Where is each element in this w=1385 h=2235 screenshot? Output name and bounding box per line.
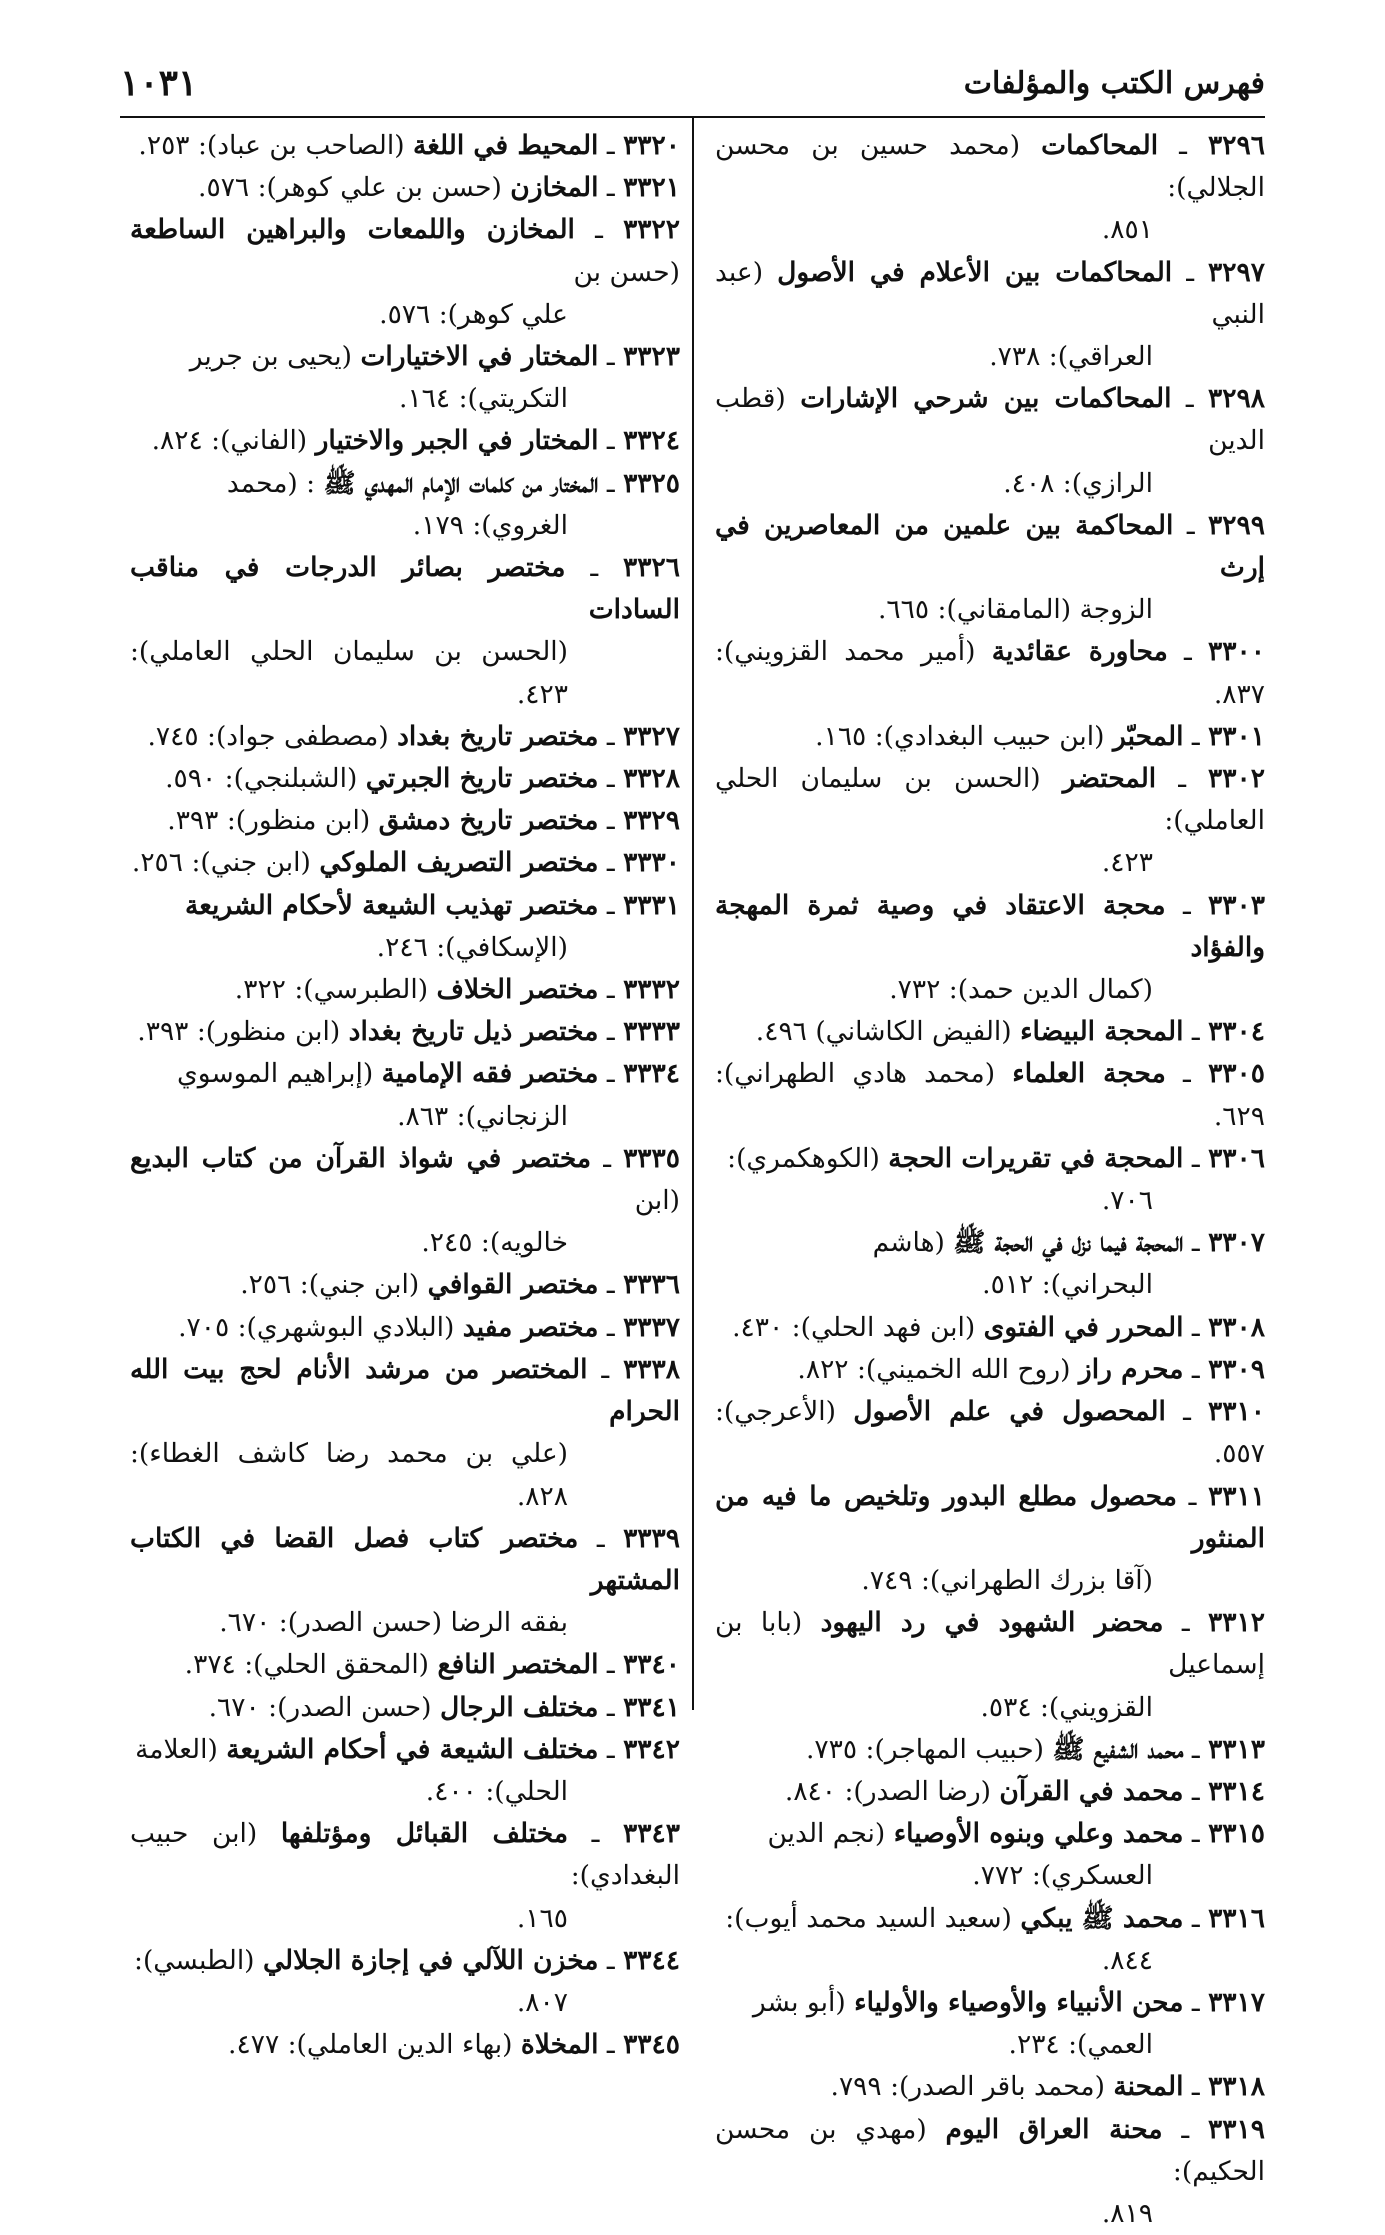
index-entry: ٣٣٠٢ ـ المحتضر (الحسن بن سليمان الحلي العاملي): ٤٢٣. (715, 758, 1265, 885)
entry-title: المحاكمة بين علمين من المعاصرين في إرث (715, 509, 1265, 584)
index-entry: ٣٣٣٤ ـ مختصر فقه الإمامية (إبراهيم الموسوي الزنجاني): ٨٦٣. (130, 1053, 680, 1137)
entry-number: ٣٣٣٢ (623, 974, 680, 1006)
entry-title: المحرر في الفتوى (983, 1311, 1184, 1343)
entry-author: (بهاء الدين العاملي): ٤٧٧. (228, 2029, 513, 2061)
entry-title: محرم راز (1078, 1353, 1184, 1385)
entry-author: (الشبلنجي): ٥٩٠. (165, 763, 358, 795)
entry-number: ٣٣٢٤ (623, 425, 680, 457)
entry-author: (رضا الصدر): ٨٤٠. (784, 1775, 991, 1807)
entry-author: (ابن منظور): ٣٩٣. (167, 805, 371, 837)
right-column (715, 125, 1265, 2235)
index-entry: ٣٣٤٥ ـ المخلاة (بهاء الدين العاملي): ٤٧٧. (228, 2029, 680, 2061)
entry-author: (حسن بن (573, 256, 680, 288)
entry-number: ٣٣٣٧ (623, 1311, 680, 1343)
index-entry: ٣٣٣٥ ـ مختصر في شواذ القرآن من كتاب البديع (ابن خالويه): ٢٤٥. (130, 1138, 680, 1265)
index-entry: ٣٣١٩ ـ محنة العراق اليوم (مهدي بن محسن الحكيم): ٨١٩. (715, 2109, 1265, 2235)
entry-number: ٣٣٣٠ (623, 847, 680, 879)
entry-author: (البلادي البوشهري): ٧٠٥. (178, 1311, 455, 1343)
entry-author: (مهدي بن محسن الحكيم): (715, 2113, 1265, 2187)
entry-title: محنة العراق اليوم (945, 2113, 1163, 2145)
entry-number: ٣٣٠٠ (1208, 636, 1265, 668)
entry-title: محجة الاعتقاد في وصية ثمرة المهجة والفؤاد (715, 889, 1265, 963)
index-entry: ٣٣١٥ ـ محمد وعلي وبنوه الأوصياء (نجم الدين العسكري): ٧٧٢. (715, 1813, 1265, 1897)
entry-title: المخازن (510, 172, 599, 204)
index-entry: ٣٣٠٨ ـ المحرر في الفتوى (ابن فهد الحلي): ٤٣٠. (732, 1311, 1265, 1343)
running-title: فهرس الكتب والمؤلفات (963, 66, 1265, 101)
entry-title: مختصر بصائر الدرجات في مناقب السادات (130, 552, 680, 626)
index-entry: ٣٣١١ ـ محصول مطلع البدور وتلخيص ما فيه من المنثور (آقا بزرك الطهراني): ٧٤٩. (715, 1476, 1265, 1603)
entry-continuation: (كمال الدين حمد): ٧٣٢. (889, 974, 1153, 1006)
index-entry: ٣٣٣٨ ـ المختصر من مرشد الأنام لحج بيت الله الحرام (علي بن محمد رضا كاشف الغطاء): ٨٢٨. (130, 1349, 680, 1518)
entry-title: مختصر تاريخ بغداد (397, 720, 599, 752)
entry-number: ٣٣٢٦ (623, 552, 680, 584)
entry-title: مختلف الشيعة في أحكام الشريعة (226, 1733, 599, 1765)
index-entry: ٣٣٢٧ ـ مختصر تاريخ بغداد (مصطفى جواد): ٧٤٥. (147, 720, 680, 752)
index-entry: ٣٣١٧ ـ محن الأنبياء والأوصياء والأولياء (أبو بشر العمي): ٢٣٤. (715, 1982, 1265, 2066)
entry-number: ٣٣١٢ (1208, 1607, 1265, 1639)
entry-continuation: الزوجة (المامقاني): ٦٦٥. (877, 594, 1153, 626)
entry-number: ٣٣٤٠ (623, 1649, 680, 1681)
entry-title: المختار في الاختيارات (360, 341, 599, 373)
entry-number: ٣٣٢٧ (623, 720, 680, 752)
entry-number: ٣٣٢١ (623, 172, 680, 204)
entry-author: (محمد حسين بن محسن الجلالي): (715, 130, 1265, 204)
entry-author: (مصطفى جواد): ٧٤٥. (147, 720, 389, 752)
entry-title: المحتضر (1062, 763, 1157, 795)
entry-number: ٣٣٣٥ (623, 1142, 680, 1174)
entry-continuation: البحراني): ٥١٢. (982, 1269, 1153, 1301)
entry-number: ٣٣٠٧ (1208, 1227, 1265, 1259)
index-entry: ٣٣٣٧ ـ مختصر مفيد (البلادي البوشهري): ٧٠٥. (178, 1311, 680, 1343)
entry-number: ٣٢٩٦ (1208, 130, 1265, 161)
entry-title: المخلاة (520, 2029, 599, 2061)
entry-title: مخزن اللآلي في إجازة الجلالي (262, 1944, 599, 1976)
entry-author: (قطب الدين (715, 383, 1265, 457)
index-entry: ٣٣٢٤ ـ المختار في الجبر والاختيار (الفاني): ٨٢٤. (151, 425, 680, 457)
entry-author: (الفيض الكاشاني) ٤٩٦. (755, 1016, 1012, 1048)
entry-number: ٣٣٤٤ (623, 1944, 680, 1976)
entry-title: المختار في الجبر والاختيار (315, 425, 599, 457)
column-divider (692, 118, 694, 1710)
entry-author: (حبيب المهاجر): ٧٣٥. (805, 1733, 1044, 1765)
entry-title: مختصر ذيل تاريخ بغداد (348, 1016, 599, 1048)
entry-author: (العلامة (135, 1733, 218, 1765)
entry-number: ٣٣٢٠ (623, 130, 680, 161)
entry-title: المحجة في تقريرات الحجة (888, 1142, 1184, 1174)
entry-continuation: علي كوهر): ٥٧٦. (379, 298, 568, 330)
entry-number: ٣٣١٩ (1208, 2113, 1265, 2145)
entry-continuation: ٤٢٣. (1101, 847, 1153, 879)
entry-title: مختلف الرجال (439, 1691, 599, 1723)
entry-number: ٣٣١٦ (1208, 1902, 1265, 1934)
index-entry: ٣٢٩٦ ـ المحاكمات (محمد حسين بن محسن الجلالي): ٨٥١. (715, 125, 1265, 252)
entry-continuation: القزويني): ٥٣٤. (980, 1691, 1153, 1723)
index-entry: ٣٣٠١ ـ المحبّر (ابن حبيب البغدادي): ١٦٥. (815, 720, 1265, 752)
entry-continuation: ٧٠٦. (1101, 1185, 1153, 1217)
index-entry: ٣٣٢٠ ـ المحيط في اللغة (الصاحب بن عباد): ٢٥٣. (138, 130, 680, 161)
entry-continuation: (الإسكافي): ٢٤٦. (376, 931, 568, 963)
page-number: ١٠٣١ (120, 62, 198, 104)
entry-continuation: ١٦٥. (516, 1902, 568, 1934)
entry-number: ٣٣١٣ (1208, 1733, 1265, 1765)
entry-author: : (محمد (226, 467, 316, 499)
entry-number: ٣٣١٤ (1208, 1775, 1265, 1807)
entry-author: (يحيى بن جرير (189, 341, 353, 373)
entry-continuation: ٨٠٧. (516, 1986, 568, 2018)
index-entry: ٣٣٢٦ ـ مختصر بصائر الدرجات في مناقب السادات (الحسن بن سليمان الحلي العاملي): ٤٢٣. (130, 547, 680, 716)
entry-number: ٣٣٣٣ (623, 1016, 680, 1048)
index-entry: ٣٣٢١ ـ المخازن (حسن بن علي كوهر): ٥٧٦. (198, 172, 680, 204)
entry-number: ٣٣١٧ (1208, 1986, 1265, 2018)
index-entry: ٣٣٤٣ ـ مختلف القبائل ومؤتلفها (ابن حبيب البغدادي): ١٦٥. (130, 1813, 680, 1940)
entry-title: مختصر تاريخ الجبرتي (365, 763, 599, 795)
index-entry: ٣٣٠٤ ـ المحجة البيضاء (الفيض الكاشاني) ٤٩٦. (755, 1016, 1265, 1048)
index-entry: ٣٢٩٧ ـ المحاكمات بين الأعلام في الأصول (عبد النبي العراقي): ٧٣٨. (715, 252, 1265, 379)
entry-continuation: العراقي): ٧٣٨. (989, 341, 1153, 373)
entry-continuation: الزنجاني): ٨٦٣. (397, 1100, 568, 1132)
index-entry: ٣٢٩٨ ـ المحاكمات بين شرحي الإشارات (قطب الدين الرازي): ٤٠٨. (715, 378, 1265, 505)
left-column (130, 125, 680, 2066)
entry-number: ٣٣٣٨ (623, 1353, 680, 1385)
entry-title: مختصر تهذيب الشيعة لأحكام الشريعة (184, 889, 599, 921)
entry-title: محمد وعلي وبنوه الأوصياء (893, 1818, 1184, 1850)
entry-continuation: الرازي): ٤٠٨. (1003, 467, 1153, 499)
entry-author: (ابن جني): ٢٥٦. (131, 847, 311, 879)
index-entry: ٣٣٣٩ ـ مختصر كتاب فصل القضا في الكتاب المشتهر بفقه الرضا (حسن الصدر): ٦٧٠. (130, 1518, 680, 1645)
entry-continuation: (علي بن محمد رضا كاشف الغطاء): ٨٢٨. (130, 1438, 568, 1512)
entry-title: مختصر فقه الإمامية (381, 1058, 599, 1090)
entry-number: ٣٣٠٢ (1208, 763, 1265, 795)
entry-title: محمد في القرآن (999, 1775, 1184, 1807)
entry-number: ٣٣٢٥ (623, 467, 680, 499)
entry-author: (نجم الدين (767, 1818, 886, 1850)
entry-title: محجة العلماء (1012, 1058, 1166, 1090)
entry-continuation: (الحسن بن سليمان الحلي العاملي): ٤٢٣. (130, 636, 568, 710)
entry-author: (ابن منظور): ٣٩٣. (137, 1016, 341, 1048)
index-entry: ٣٣٠٠ ـ محاورة عقائدية (أمير محمد القزويني): ٨٣٧. (715, 636, 1265, 710)
entry-title: المحصول في علم الأصول (853, 1396, 1166, 1428)
entry-number: ٣٣٢٩ (623, 805, 680, 837)
entry-continuation: التكريتي): ١٦٤. (399, 383, 568, 415)
entry-title: مختصر مفيد (462, 1311, 599, 1343)
entry-number: ٣٣٣١ (623, 889, 680, 921)
entry-number: ٣٣٢٣ (623, 341, 680, 373)
entry-continuation: ٨٥١. (1101, 214, 1153, 246)
entry-number: ٣٣٠٤ (1208, 1016, 1265, 1048)
entry-title: مختصر في شواذ القرآن من كتاب البديع (130, 1142, 592, 1174)
index-entry: ٣٣٠٣ ـ محجة الاعتقاد في وصية ثمرة المهجة والفؤاد (كمال الدين حمد): ٧٣٢. (715, 885, 1265, 1012)
entry-continuation: العمي): ٢٣٤. (1008, 2029, 1153, 2061)
entry-number: ٣٣٢٨ (623, 763, 680, 795)
page-header (120, 62, 1265, 110)
entry-author: (الفاني): ٨٢٤. (151, 425, 308, 457)
entry-author: (الحسن بن سليمان الحلي العاملي): (715, 763, 1265, 837)
entry-title: المحبّر (1112, 720, 1184, 752)
index-entry: ٣٣٣٠ ـ مختصر التصريف الملوكي (ابن جني): ٢٥٦. (131, 847, 680, 879)
entry-continuation: ٨١٩. (1101, 2197, 1153, 2229)
entry-author: (روح الله الخميني): ٨٢٢. (797, 1353, 1071, 1385)
index-entry: ٣٣٢٢ ـ المخازن واللمعات والبراهين الساطعة (حسن بن علي كوهر): ٥٧٦. (130, 209, 680, 336)
index-entry: ٣٣١٤ ـ محمد في القرآن (رضا الصدر): ٨٤٠. (784, 1775, 1265, 1807)
entry-continuation: الغروي): ١٧٩. (412, 509, 568, 541)
entry-number: ٣٣٤٢ (623, 1733, 680, 1765)
entry-number: ٣٣٠٦ (1208, 1142, 1265, 1174)
entry-number: ٣٣٠٣ (1208, 889, 1265, 921)
entry-continuation: ٨٤٤. (1101, 1944, 1153, 1976)
entry-title: المحاكمات بين شرحي الإشارات (800, 383, 1172, 415)
entry-title: المحنة (1113, 2071, 1184, 2103)
entry-title: مختصر تاريخ دمشق (378, 805, 599, 837)
entry-title: المختار من كلمات الإمام المهدي ﷺ (323, 467, 599, 499)
entry-author: (سعيد السيد محمد أيوب): (725, 1902, 1012, 1934)
entry-author: (الطبرسي): ٣٢٢. (234, 974, 429, 1006)
index-entry: ٣٣٣٦ ـ مختصر القوافي (ابن جني): ٢٥٦. (240, 1269, 680, 1301)
entry-title: محضر الشهود في رد اليهود (820, 1607, 1164, 1639)
index-entry: ٣٣١٢ ـ محضر الشهود في رد اليهود (بابا بن إسماعيل القزويني): ٥٣٤. (715, 1602, 1265, 1729)
entry-title: المحجة البيضاء (1020, 1016, 1184, 1048)
index-entry: ٣٣٤١ ـ مختلف الرجال (حسن الصدر): ٦٧٠. (208, 1691, 680, 1723)
entry-author: (أمير محمد القزويني): ٨٣٧. (715, 636, 1265, 710)
index-entry: ٣٣٤٤ ـ مخزن اللآلي في إجازة الجلالي (الطبسي): ٨٠٧. (130, 1940, 680, 2024)
entry-number: ٣٢٩٩ (1208, 509, 1265, 541)
index-entry: ٣٣٣١ ـ مختصر تهذيب الشيعة لأحكام الشريعة (الإسكافي): ٢٤٦. (130, 885, 680, 969)
entry-title: المحاكمات بين الأعلام في الأصول (777, 256, 1173, 288)
entry-author: (ابن (634, 1185, 680, 1217)
entry-author: (الأعرجي): ٥٥٧. (715, 1396, 1265, 1470)
entry-title: مختصر القوافي (427, 1269, 599, 1301)
entry-title: المختصر النافع (437, 1649, 599, 1681)
index-entry: ٣٣١٠ ـ المحصول في علم الأصول (الأعرجي): ٥٥٧. (715, 1396, 1265, 1470)
entry-number: ٣٣٠٥ (1208, 1058, 1265, 1090)
entry-title: المخازن واللمعات والبراهين الساطعة (130, 214, 575, 246)
index-entry: ٣٣٤٠ ـ المختصر النافع (المحقق الحلي): ٣٧٤. (184, 1649, 680, 1681)
entry-number: ٣٣٤٥ (623, 2029, 680, 2061)
index-entry: ٣٣٣٢ ـ مختصر الخلاف (الطبرسي): ٣٢٢. (234, 974, 680, 1006)
entry-title: المحجة فيما نزل في الحجة ﷺ (953, 1227, 1184, 1259)
index-entry: ٣٣٠٥ ـ محجة العلماء (محمد هادي الطهراني): ٦٢٩. (715, 1058, 1265, 1132)
entry-author: (هاشم (872, 1227, 945, 1259)
entry-author: (بابا بن إسماعيل (715, 1607, 1265, 1681)
entry-continuation: خالويه): ٢٤٥. (421, 1227, 568, 1259)
entry-number: ٣٣١١ (1208, 1480, 1265, 1512)
index-entry: ٣٣٠٩ ـ محرم راز (روح الله الخميني): ٨٢٢. (797, 1353, 1265, 1385)
entry-number: ٣٣٣٤ (623, 1058, 680, 1090)
entry-number: ٣٣٤١ (623, 1691, 680, 1723)
entry-number: ٣٣٠١ (1208, 720, 1265, 752)
entry-title: محن الأنبياء والأوصياء والأولياء (854, 1986, 1184, 2018)
entry-author: (حسن بن علي كوهر): ٥٧٦. (198, 172, 502, 204)
entry-title: مختصر كتاب فصل القضا في الكتاب المشتهر (130, 1522, 680, 1596)
entry-continuation: الحلي): ٤٠٠. (425, 1775, 568, 1807)
entry-author: (ابن حبيب البغدادي): ١٦٥. (815, 720, 1105, 752)
entry-continuation: العسكري): ٧٧٢. (972, 1860, 1153, 1892)
index-entry: ٣٣٠٦ ـ المحجة في تقريرات الحجة (الكوهكمري): ٧٠٦. (715, 1138, 1265, 1222)
entry-author: (الكوهكمري): (727, 1142, 880, 1174)
entry-number: ٣٣٤٣ (623, 1818, 680, 1850)
entry-number: ٣٣١٨ (1208, 2071, 1265, 2103)
index-entry: ٣٣١٦ ـ محمد ﷺ يبكي (سعيد السيد محمد أيوب): ٨٤٤. (715, 1898, 1265, 1982)
entry-author: (ابن حبيب البغدادي): (130, 1818, 680, 1892)
index-entry: ٣٣٣٣ ـ مختصر ذيل تاريخ بغداد (ابن منظور): ٣٩٣. (137, 1016, 680, 1048)
entry-title: مختصر الخلاف (436, 974, 599, 1006)
index-entry: ٣٣٢٨ ـ مختصر تاريخ الجبرتي (الشبلنجي): ٥٩٠. (165, 763, 680, 795)
entry-title: محاورة عقائدية (991, 636, 1168, 668)
entry-number: ٣٣١٠ (1208, 1396, 1265, 1428)
entry-title: المحاكمات (1041, 130, 1159, 161)
entry-title: محصول مطلع البدور وتلخيص ما فيه من المنثور (715, 1480, 1265, 1554)
entry-number: ٣٢٩٨ (1208, 383, 1265, 415)
index-entry: ٣٣١٨ ـ المحنة (محمد باقر الصدر): ٧٩٩. (830, 2071, 1265, 2103)
entry-continuation: بفقه الرضا (حسن الصدر): ٦٧٠. (219, 1607, 568, 1639)
index-entry: ٣٣٠٧ ـ المحجة فيما نزل في الحجة ﷺ (هاشم البحراني): ٥١٢. (715, 1222, 1265, 1306)
entry-number: ٣٣٣٩ (623, 1522, 680, 1554)
entry-author: (ابن فهد الحلي): ٤٣٠. (732, 1311, 976, 1343)
index-entry: ٣٢٩٩ ـ المحاكمة بين علمين من المعاصرين في إرث الزوجة (المامقاني): ٦٦٥. (715, 505, 1265, 632)
entry-title: محمد الشفيع ﷺ (1052, 1733, 1184, 1765)
entry-number: ٣٣٣٦ (623, 1269, 680, 1301)
entry-number: ٣٣٠٩ (1208, 1353, 1265, 1385)
index-entry: ٣٣٢٩ ـ مختصر تاريخ دمشق (ابن منظور): ٣٩٣. (167, 805, 680, 837)
entry-author: (محمد هادي الطهراني): ٦٢٩. (715, 1058, 1265, 1132)
entry-number: ٣٣٢٢ (623, 214, 680, 246)
entry-title: مختصر التصريف الملوكي (319, 847, 599, 879)
entry-title: محمد ﷺ يبكي (1020, 1902, 1184, 1934)
entry-author: (عبد النبي (715, 256, 1265, 330)
index-entry: ٣٣١٣ ـ محمد الشفيع ﷺ (حبيب المهاجر): ٧٣٥. (805, 1733, 1265, 1765)
entry-title: مختلف القبائل ومؤتلفها (280, 1818, 569, 1850)
entry-author: (محمد باقر الصدر): ٧٩٩. (830, 2071, 1105, 2103)
entry-author: (الطبسي): (134, 1944, 255, 1976)
entry-title: المحيط في اللغة (413, 130, 599, 161)
entry-title: المختصر من مرشد الأنام لحج بيت الله الحرام (130, 1353, 680, 1428)
entry-number: ٣٣٠٨ (1208, 1311, 1265, 1343)
index-entry: ٣٣٢٥ ـ المختار من كلمات الإمام المهدي ﷺ : (محمد الغروي): ١٧٩. (130, 463, 680, 547)
entry-author: (أبو بشر (752, 1986, 846, 2018)
entry-author: (ابن جني): ٢٥٦. (240, 1269, 420, 1301)
entry-author: (الصاحب بن عباد): ٢٥٣. (138, 130, 405, 161)
entry-number: ٣٢٩٧ (1208, 256, 1265, 288)
entry-author: (المحقق الحلي): ٣٧٤. (184, 1649, 430, 1681)
entry-number: ٣٣١٥ (1208, 1818, 1265, 1850)
entry-author: (إبراهيم الموسوي (177, 1058, 374, 1090)
index-entry: ٣٣٢٣ ـ المختار في الاختيارات (يحيى بن جرير التكريتي): ١٦٤. (130, 336, 680, 420)
index-entry: ٣٣٤٢ ـ مختلف الشيعة في أحكام الشريعة (العلامة الحلي): ٤٠٠. (130, 1729, 680, 1813)
entry-continuation: (آقا بزرك الطهراني): ٧٤٩. (861, 1564, 1153, 1596)
entry-author: (حسن الصدر): ٦٧٠. (208, 1691, 432, 1723)
